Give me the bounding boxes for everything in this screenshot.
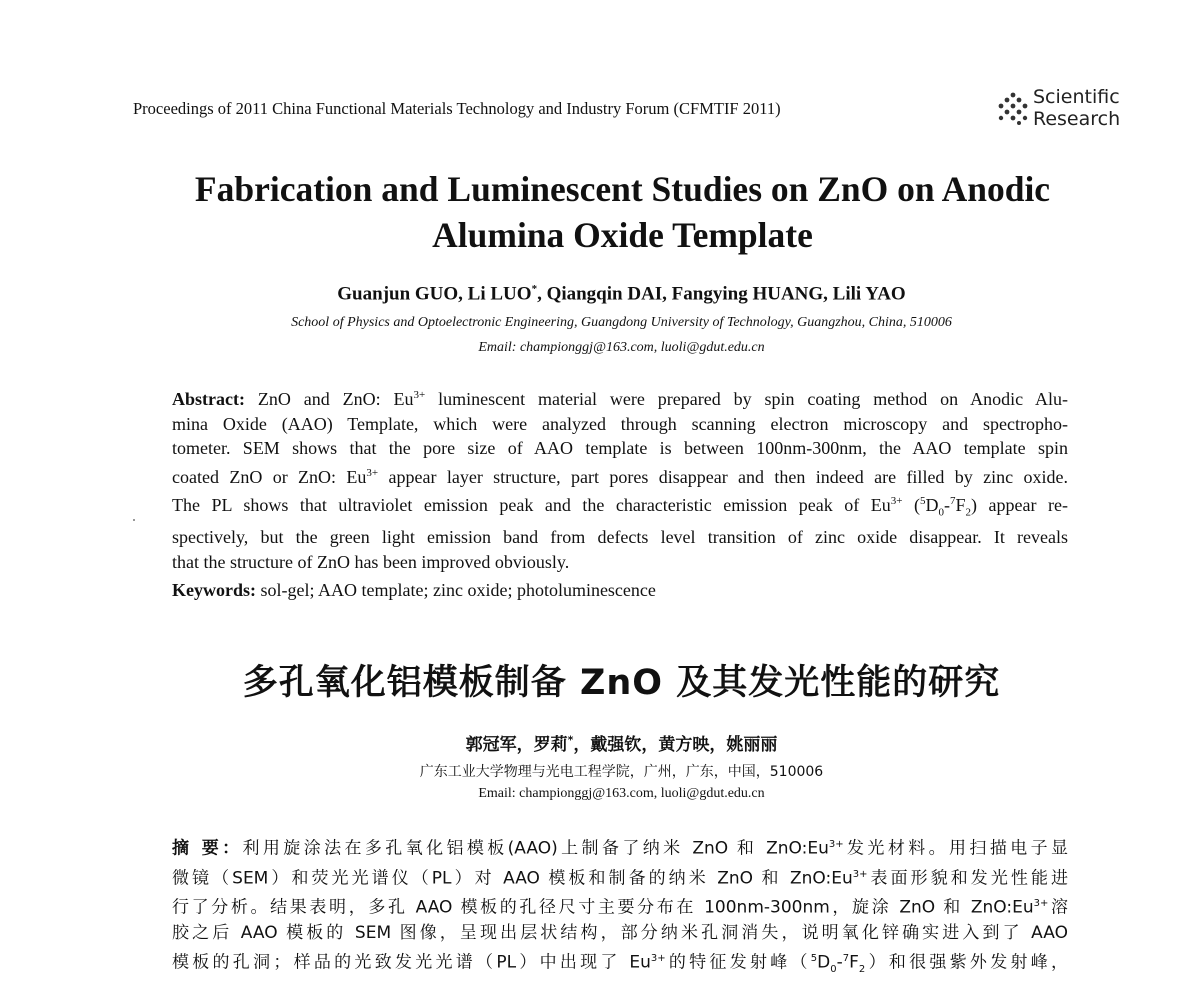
cn-abstract-label: 摘 要： bbox=[172, 838, 243, 859]
cn-abstract-line: 胶之后 AAO 模板的 SEM 图像，呈现出层状结构，部分纳米孔洞消失，说明氧化锌确实进入到了 AAO bbox=[172, 922, 1068, 943]
scan-speck bbox=[133, 519, 135, 521]
abstract-line: tometer. SEM shows that the pore size of AAO template is between 100nm-300nm, the AAO template spin bbox=[172, 438, 1068, 458]
abstract-line: that the structure of ZnO has been improved obviously. bbox=[172, 551, 570, 572]
logo-text-line2: Research bbox=[1033, 108, 1121, 130]
affiliation: School of Physics and Optoelectronic Engineering, Guangdong University of Technology, Guangzhou, China, 510006 bbox=[291, 315, 952, 330]
cn-authors: 郭冠军，罗莉*，戴强钦，黄方映，姚丽丽 bbox=[465, 733, 778, 755]
cn-abstract-line: 行了分析。结果表明，多孔 AAO 模板的孔径尺寸主要分布在 100nm-300nm，旋涂 ZnO 和 $ZnO:Eu^{3+}$溶 bbox=[172, 897, 1068, 918]
cn-abstract-line: 摘 要：利用旋涂法在多孔氧化铝模板(AAO)上制备了纳米 ZnO 和 $ZnO:Eu^{3+}$发光材料。用扫描电子显 bbox=[172, 838, 1068, 859]
email: Email: championggj@163.com, luoli@gdut.edu.cn bbox=[478, 340, 765, 355]
keywords bbox=[172, 580, 656, 601]
abstract bbox=[172, 383, 1068, 574]
abstract-line: The PL shows that ultraviolet emission peak and the characteristic emission peak of $Eu^{3+}$ $(^5D_0-^7F_2)$ appear re- bbox=[172, 495, 1068, 519]
cn-abstract-line: 模板的孔洞；样品的光致发光光谱（PL）中出现了 $Eu^{3+}$的特征发射峰$(^5D_0-^7F_2)$和很强紫外发射峰， bbox=[172, 952, 1068, 976]
abstract-line: mina Oxide (AAO) Template, which were analyzed through scanning electron microscopy and spectropho- bbox=[172, 413, 1068, 434]
proceedings-header: Proceedings of 2011 China Functional Materials Technology and Industry Forum (CFMTIF 2011) bbox=[133, 99, 781, 118]
abstract-label: Abstract: bbox=[172, 389, 245, 409]
cn-abstract bbox=[172, 832, 1068, 982]
authors: Guanjun GUO, Li LUO*, Qiangqin DAI, Fangying HUANG, Lili YAO bbox=[337, 283, 906, 305]
cn-email: Email: championggj@163.com, luoli@gdut.edu.cn bbox=[478, 786, 765, 801]
paper-title bbox=[0, 166, 1200, 258]
logo-text-line1: Scientific bbox=[1033, 86, 1120, 108]
abstract-line: Abstract: ZnO and ZnO: $Eu^{3+}$ luminescent material were prepared by spin coating method on Anodic Alu- bbox=[172, 389, 1068, 409]
title-line-1: Fabrication and Luminescent Studies on ZnO on Anodic bbox=[194, 169, 1051, 209]
title-line-2: Alumina Oxide Template bbox=[432, 215, 813, 255]
publisher-logo bbox=[995, 86, 1125, 132]
cn-affiliation: 广东工业大学物理与光电工程学院，广州，广东，中国，510006 bbox=[419, 764, 824, 780]
cn-abstract-line: 微镜（SEM）和荧光光谱仪（PL）对 AAO 模板和制备的纳米 ZnO 和 $ZnO:Eu^{3+}$表面形貌和发光性能进 bbox=[172, 868, 1068, 889]
scientific-research-logo-icon bbox=[995, 92, 1031, 126]
keywords-text: sol-gel; AAO template; zinc oxide; photoluminescence bbox=[260, 580, 656, 600]
cn-title: 多孔氧化铝模板制备 ZnO 及其发光性能的研究 bbox=[242, 663, 1001, 703]
abstract-line: spectively, but the green light emission band from defects level transition of zinc oxide disappear. It reveals bbox=[172, 527, 1068, 548]
keywords-label: Keywords: bbox=[172, 580, 256, 600]
abstract-line: coated ZnO or ZnO: $Eu^{3+}$ appear layer structure, part pores disappear and then indeed are filled by zinc oxide. bbox=[172, 466, 1068, 487]
